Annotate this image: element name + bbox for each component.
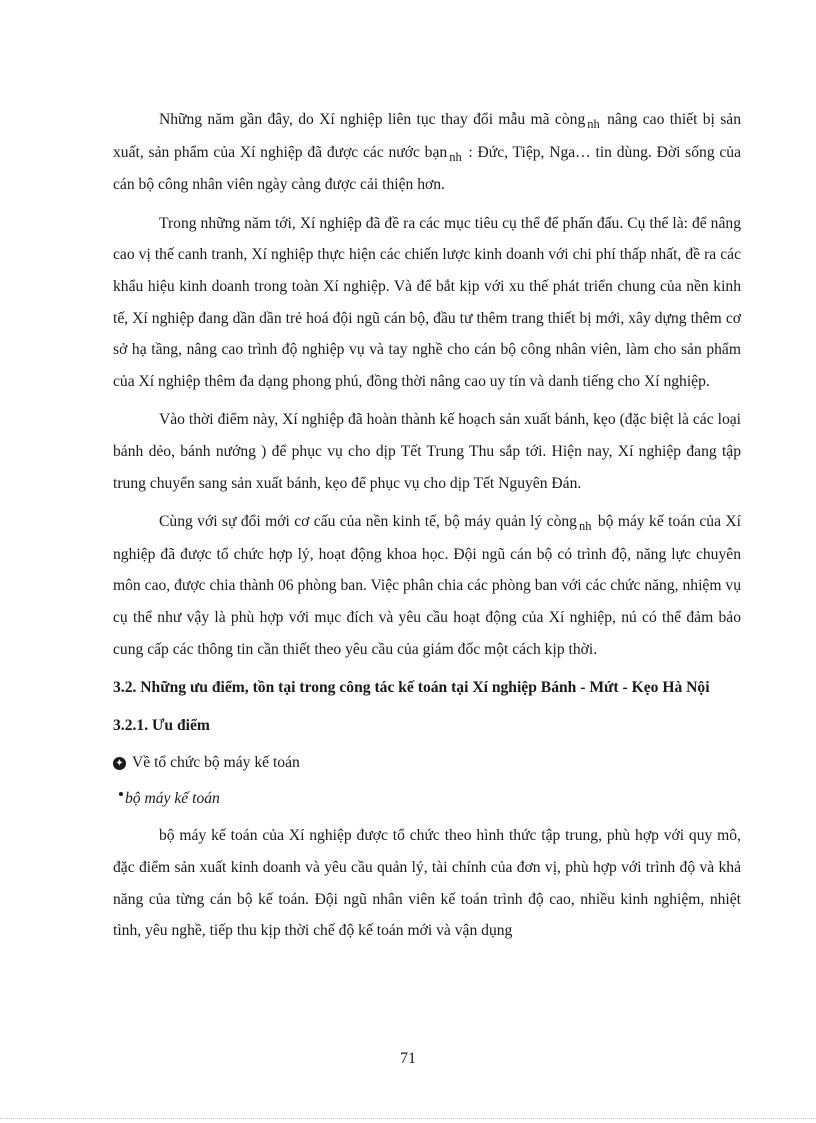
bullet-accounting-organization-label: Về tổ chức bộ máy kế toán bbox=[132, 754, 300, 772]
bullet-accounting-apparatus bbox=[113, 783, 741, 815]
paragraph-4 bbox=[113, 506, 741, 665]
paragraph-1-artifact-a: nh bbox=[587, 117, 600, 131]
small-dot-icon bbox=[119, 792, 123, 796]
page-number: 71 bbox=[400, 1050, 416, 1067]
paragraph-1-text-a: Những năm gần đây, do Xí nghiệp liên tục thay đổi mẫu mã còng bbox=[159, 111, 586, 128]
paragraph-5: bộ máy kế toán của Xí nghiệp được tổ chức theo hình thức tập trung, phù hợp với quy mô, đặc điểm sản xuất kinh doanh và yêu cầu quản lý, tài chính của đơn vị, phù hợp với trình độ và khả năng của từng cán bộ kế toán. Đội ngũ nhân viên kế toán trình độ cao, nhiều kinh nghiệm, nhiệt tình, yêu nghề, tiếp thu kịp thời chế độ kế toán mới và vận dụng bbox=[113, 827, 741, 940]
paragraph-1 bbox=[113, 104, 741, 201]
page-bottom-divider bbox=[0, 1118, 816, 1119]
document-page bbox=[113, 104, 741, 954]
paragraph-1-text-c: : Đức, Tiệp, Nga… tin dùng. Đời sống của cán bộ công nhân viên ngày càng được cải thiện hơn. bbox=[113, 143, 742, 194]
paragraph-1-text-b: nâng cao thiết bị sản xuất, sản phẩm của Xí nghiệp đã được các nước bạn bbox=[113, 111, 741, 161]
bullet-accounting-organization bbox=[113, 747, 741, 779]
star-circle-icon: ✦ bbox=[113, 757, 126, 770]
section-heading-3-2: 3.2. Những ưu điểm, tồn tại trong công tác kế toán tại Xí nghiệp Bánh - Mứt - Kẹo Hà Nội bbox=[113, 679, 710, 697]
paragraph-2: Trong những năm tới, Xí nghiệp đã đề ra các mục tiêu cụ thể để phấn đấu. Cụ thể là: để nâng cao vị thế canh tranh, Xí nghiệp thực hiện các chiến lược kinh doanh với chi phí thấp nhất, đề ra các khẩu hiệu kinh doanh trong toàn Xí nghiệp. Và để bắt kịp với xu thế phát triển chung của nền kinh tế, Xí nghiệp đang dần dần trẻ hoá đội ngũ cán bộ, đầu tư thêm trang thiết bị mới, xây dựng thêm cơ sở hạ tầng, nâng cao trình độ nghiệp vụ và tay nghề cho cán bộ công nhân viên, làm cho sản phẩm của Xí nghiệp thêm đa dạng phong phú, đồng thời nâng cao uy tín và danh tiếng cho Xí nghiệp. bbox=[113, 214, 741, 390]
paragraph-3: Vào thời điểm này, Xí nghiệp đã hoàn thành kế hoạch sản xuất bánh, kẹo (đặc biệt là các loại bánh dẻo, bánh nướng ) để phục vụ cho dịp Tết Trung Thu sắp tới. Hiện nay, Xí nghiệp đang tập trung chuyển sang sản xuất bánh, kẹo để phục vụ cho dịp Tết Nguyên Đán. bbox=[113, 411, 741, 492]
paragraph-1-artifact-b: nh bbox=[449, 149, 462, 164]
section-heading-3-2-1: 3.2.1. Ưu điểm bbox=[113, 716, 210, 734]
paragraph-4-text-b: bộ máy kế toán của Xí nghiệp đã được tổ chức hợp lý, hoạt động khoa học. Đội ngũ cán bộ có trình độ, năng lực chuyên môn cao, được chia thành 06 phòng ban. Việc phân chia các phòng ban với các chức năng, nhiệm vụ cụ thể như vậy là phù hợp với mục đích và yêu cầu hoạt động của Xí nghiệp, nú có thể đảm bảo cung cấp các thông tin cần thiết theo yêu cầu của giám đốc một cách kịp thời. bbox=[113, 513, 741, 658]
paragraph-4-artifact: nh bbox=[578, 519, 592, 534]
paragraph-4-text-a: Cùng với sự đổi mới cơ cấu của nền kinh tế, bộ máy quản lý còng bbox=[159, 513, 577, 531]
bullet-accounting-apparatus-label: bộ máy kế toán bbox=[125, 789, 220, 807]
